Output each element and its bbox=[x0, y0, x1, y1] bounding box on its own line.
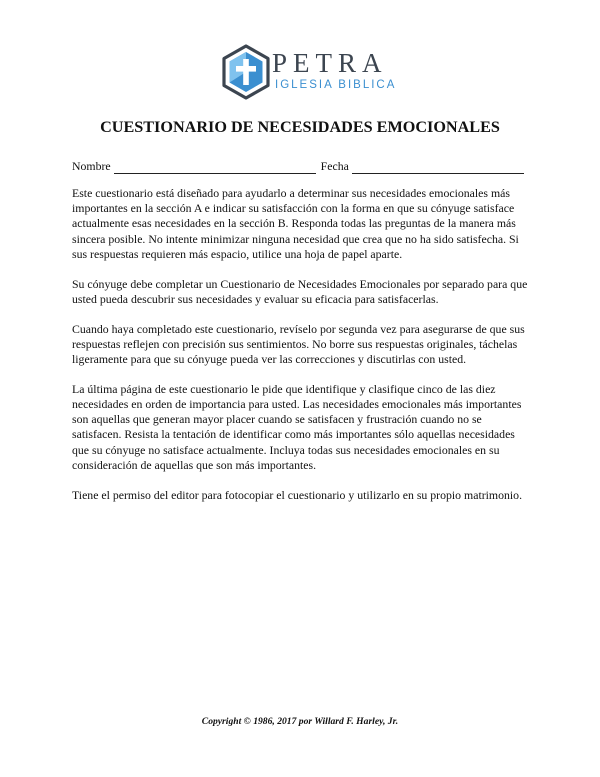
text-line: necesidades en orden de importancia para usted. Las necesidades emocionales más importantes bbox=[72, 397, 522, 412]
text-line: Tiene el permiso del editor para fotocopiar el cuestionario y utilizarlo en su propio matrimonio. bbox=[72, 487, 523, 502]
text-line: actualmente esas necesidades en la sección B. Responda todas las preguntas de la manera más bbox=[72, 216, 516, 231]
paragraph-2 bbox=[72, 277, 532, 307]
text-line: La última página de este cuestionario le pide que identifique y clasifique cinco de las diez bbox=[72, 381, 496, 396]
date-field[interactable] bbox=[352, 161, 524, 174]
text-line: importantes en la sección A e indicar su satisfacción con la forma en que su cónyuge satisface bbox=[72, 201, 515, 216]
name-field[interactable] bbox=[114, 161, 316, 174]
text-line: consideración de aquellas que son más importantes. bbox=[72, 457, 317, 472]
text-line: Su cónyuge debe completar un Cuestionario de Necesidades Emocionales por separado para que bbox=[72, 276, 528, 291]
logo-subtitle: IGLESIA BIBLICA bbox=[275, 79, 397, 91]
paragraph-5 bbox=[72, 488, 532, 503]
text-line: respuestas reflejen con precisión sus sentimientos. No borre sus respuestas originales, táchelas bbox=[72, 336, 518, 351]
text-line: que su cónyuge no satisface actualmente. Incluya todas sus necesidades emocionales en su bbox=[72, 442, 500, 457]
page-title: CUESTIONARIO DE NECESIDADES EMOCIONALES bbox=[100, 118, 500, 136]
text-line: sincera posible. No intente minimizar ninguna necesidad que crea que no ha sido satisfecha. Si bbox=[72, 231, 519, 246]
text-line: usted pueda descubrir sus necesidades y evaluar su eficacia para satisfacerlas. bbox=[72, 291, 439, 306]
name-label: Nombre bbox=[72, 159, 111, 173]
copyright-footer: Copyright © 1986, 2017 por Willard F. Harley, Jr. bbox=[201, 716, 399, 727]
text-line: ligeramente para que su cónyuge pueda ver las correcciones y discutirlas con usted. bbox=[72, 352, 467, 367]
text-line: sus respuestas requieren más espacio, utilice una hoja de papel aparte. bbox=[72, 246, 403, 261]
text-line: son aquellas que generan mayor placer cuando se satisfacen y frustración cuando no se bbox=[72, 412, 482, 427]
paragraph-1 bbox=[72, 186, 532, 262]
text-line: Cuando haya completado este cuestionario, revíselo por segunda vez para asegurarse de que sus bbox=[72, 321, 525, 336]
paragraph-3 bbox=[72, 322, 532, 368]
instructions-body bbox=[72, 186, 532, 517]
church-logo bbox=[220, 44, 397, 100]
cross-hexagon-icon bbox=[220, 44, 272, 100]
date-label: Fecha bbox=[320, 159, 349, 173]
name-date-line bbox=[72, 158, 532, 174]
logo-name: PETRA bbox=[272, 48, 388, 78]
paragraph-4 bbox=[72, 382, 532, 473]
text-line: Este cuestionario está diseñado para ayudarlo a determinar sus necesidades emocionales más bbox=[72, 186, 510, 200]
text-line: satisfacen. Resista la tentación de identificar como más importantes sólo aquellas necesidades bbox=[72, 427, 515, 442]
